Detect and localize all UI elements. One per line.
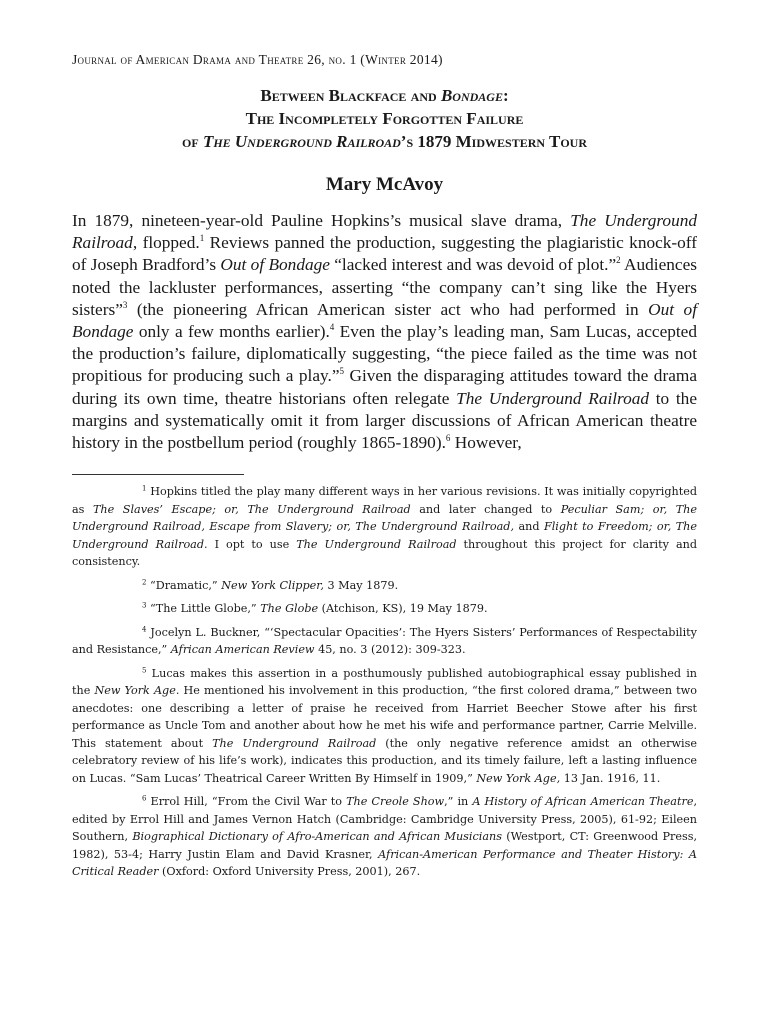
title-text: ’s 1879 Midwestern Tour bbox=[400, 132, 587, 151]
title-italic: The Underground Railroad bbox=[202, 132, 401, 151]
footnote-6: $^6$ Errol Hill, “From the Civil War to The Creole Show,” in A History of African American Theatre, edited by Errol Hill and James Vernon Hatch (Cambridge: Cambridge University Press, 2005), 61-92; Eileen Southern, Biographical Dictionary of Afro-American and African Musicians (Westport, CT: Greenwood Press, 1982), 53-4; Harry Justin Elam and David Krasner, African-American Performance and Theater History: A Critical Reader (Oxford: Oxford University Press, 2001), 267. bbox=[72, 794, 698, 879]
footnote-ref[interactable]: 2 bbox=[616, 255, 621, 266]
title-text: of bbox=[182, 132, 203, 151]
body-paragraph: In 1879, nineteen-year-old Pauline Hopkins’s musical slave drama, The Underground Railroad, flopped.$^1$ Reviews panned the production, suggesting the plagiaristic knock-off of Joseph Bradford’s Out of Bondage “lacked interest and was devoid of plot.”$^2$ Audiences noted the lackluster performances, asserting “the company can’t sing like the Hyers sisters”$^3$ (the pioneering African American sister act who had performed in Out of Bondage only a few months earlier).$^4$ Even the play’s leading man, Sam Lucas, accepted the production’s failure, diplomatically suggesting, “the piece failed as the time was not propitious for producing such a play.”$^5$ Given the disparaging attitudes toward the drama during its own time, theatre historians often relegate The Underground Railroad to the margins and systematically omit it from larger discussions of African American theatre history in the postbellum period (roughly 1865-1890).$^6$ However, bbox=[72, 211, 698, 453]
footnote-5: $^5$ Lucas makes this assertion in a posthumously published autobiographical essay published in the New York Age. He mentioned his involvement in this production, “the first colored drama,” between two anecdotes: one describing a letter of praise he received from Harriet Beecher Stowe after his first performance as Uncle Tom and another about how he met his wife and performance partner, Carrie Melville. This statement about The Underground Railroad (the only negative reference amidst an otherwise celebratory review of his life’s work), indicates this production, and its timely failure, left a lasting influence on Lucas. “Sam Lucas’ Theatrical Career Written By Himself in 1909,” New York Age, 13 Jan. 1916, 11. bbox=[72, 666, 697, 785]
footnote-2: $^2$ “Dramatic,” New York Clipper, 3 May 1879. bbox=[142, 578, 399, 592]
title-line-1 bbox=[72, 84, 697, 107]
footnote-1: $^1$ Hopkins titled the play many different ways in her various revisions. It was initially copyrighted as The Slaves’ Escape; or, The Underground Railroad and later changed to Peculiar Sam; or, The Underground Railroad, Escape from Slavery; or, The Underground Railroad, and Flight to Freedom; or, The Underground Railroad. I opt to use The Underground Railroad throughout this project for clarity and consistency. bbox=[72, 484, 698, 569]
page bbox=[72, 52, 697, 887]
footnote-ref[interactable]: 5 bbox=[339, 366, 345, 377]
footnote-4: $^4$ Jocelyn L. Buckner, “‘Spectacular Opacities’: The Hyers Sisters’ Performances of Respectability and Resistance,” African American Review 45, no. 3 (2012): 309-323. bbox=[72, 625, 697, 657]
title-line-3 bbox=[72, 130, 697, 153]
footnote-ref[interactable]: 3 bbox=[122, 300, 128, 311]
title-text: : bbox=[502, 86, 509, 105]
journal-header: Journal of American Drama and Theatre 26, no. 1 (Winter 2014) bbox=[72, 52, 443, 67]
footnote-divider bbox=[72, 474, 244, 475]
author-name: Mary McAvoy bbox=[325, 174, 444, 195]
title-line-2: The Incompletely Forgotten Failure bbox=[245, 109, 524, 128]
title-text: Between Blackface and bbox=[260, 86, 441, 105]
footnote-ref[interactable]: 4 bbox=[329, 322, 335, 333]
footnote-3: $^3$ “The Little Globe,” The Globe (Atchison, KS), 19 May 1879. bbox=[142, 601, 488, 616]
title-italic: Bondage bbox=[440, 86, 503, 105]
footnote-ref[interactable]: 6 bbox=[445, 433, 451, 444]
footnote-ref[interactable]: 1 bbox=[199, 233, 205, 244]
article-title bbox=[72, 84, 697, 153]
